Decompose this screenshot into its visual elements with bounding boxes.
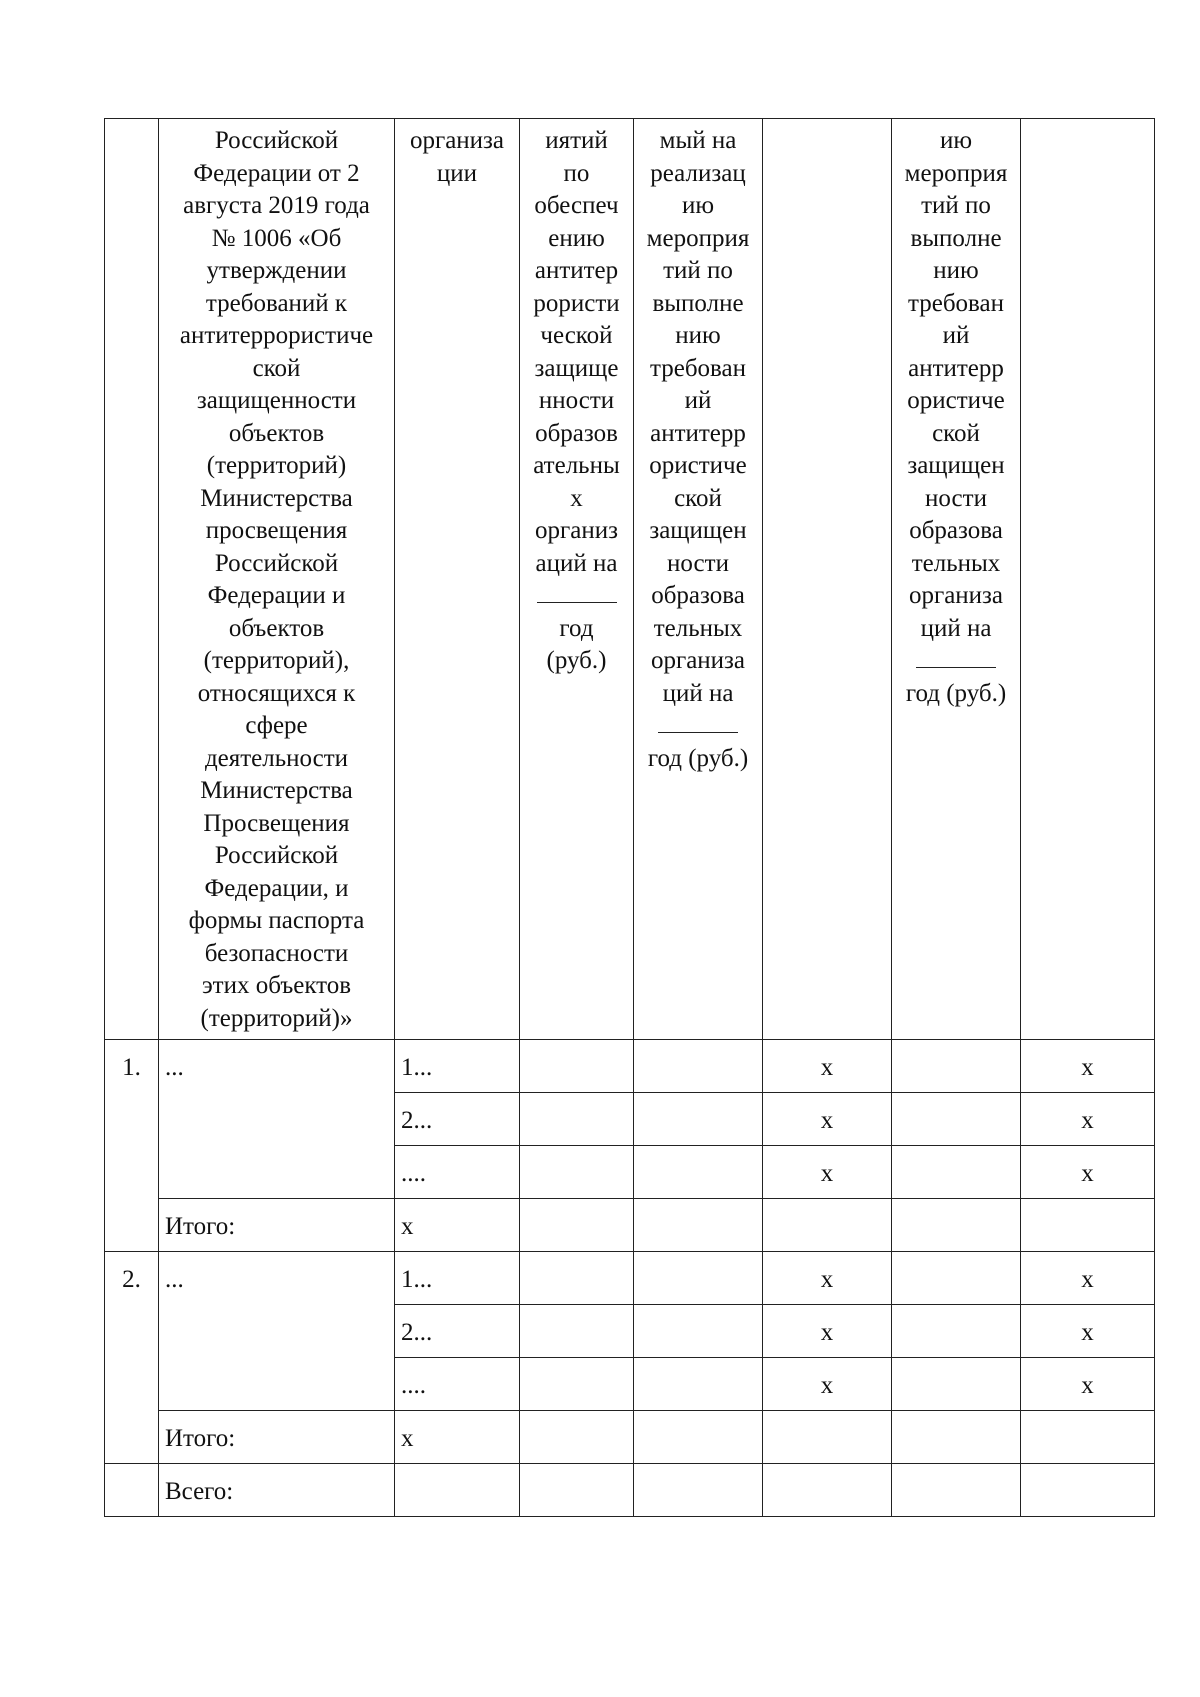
year-blank-line	[916, 657, 996, 668]
value-cell	[763, 1464, 892, 1517]
header-col4-year: год (руб.)	[546, 614, 607, 674]
value-cell	[763, 1411, 892, 1464]
value-cell	[892, 1252, 1021, 1305]
x-mark: х	[1021, 1358, 1155, 1411]
grand-total-row	[105, 1464, 1155, 1517]
header-col5-year: год (руб.)	[647, 744, 749, 772]
value-cell	[520, 1093, 634, 1146]
table-row	[105, 1252, 1155, 1305]
x-mark: х	[395, 1199, 520, 1252]
header-col4-cell	[520, 119, 634, 1040]
org-cell: 2...	[395, 1305, 520, 1358]
value-cell	[634, 1411, 763, 1464]
value-cell	[1021, 1411, 1155, 1464]
budget-table	[104, 118, 1155, 1517]
value-cell	[634, 1464, 763, 1517]
x-mark: х	[763, 1146, 892, 1199]
header-col7-cell	[892, 119, 1021, 1040]
value-cell	[520, 1305, 634, 1358]
group-number: 1.	[105, 1040, 159, 1252]
value-cell	[520, 1252, 634, 1305]
header-col6-cell	[763, 119, 892, 1040]
value-cell	[634, 1199, 763, 1252]
x-mark: х	[763, 1040, 892, 1093]
total-row	[105, 1199, 1155, 1252]
group-number: 2.	[105, 1252, 159, 1464]
value-cell	[892, 1146, 1021, 1199]
header-org-cell	[395, 119, 520, 1040]
value-cell	[634, 1305, 763, 1358]
value-cell	[520, 1464, 634, 1517]
year-blank-line	[537, 592, 617, 603]
header-col7-year: год (руб.)	[905, 679, 1007, 707]
x-mark: х	[763, 1252, 892, 1305]
value-cell	[763, 1199, 892, 1252]
value-cell	[892, 1305, 1021, 1358]
x-mark: х	[1021, 1305, 1155, 1358]
x-mark: х	[763, 1093, 892, 1146]
x-mark: х	[1021, 1146, 1155, 1199]
org-cell: ....	[395, 1146, 520, 1199]
value-cell	[520, 1040, 634, 1093]
value-cell	[520, 1411, 634, 1464]
group-name: ...	[159, 1040, 395, 1199]
x-mark: х	[763, 1358, 892, 1411]
header-name-text: Российской Федерации от 2 августа 2019 года № 1006 «Об утверждении требований к антитеррористиче ской защищенности объектов (территорий) Министерства просвещения Российской Федерации и объектов (территорий), относящихся к сфере деятельности Министерства Просвещения Российской Федерации, и формы паспорта безопасности этих объектов (территорий)»	[179, 127, 374, 1032]
org-cell: 1...	[395, 1040, 520, 1093]
header-col4-text: иятий по обеспеч ению антитер рористи ческой защище нности образов ательны х организ аций на	[533, 127, 620, 577]
total-label: Итого:	[159, 1199, 395, 1252]
grand-total-label: Всего:	[159, 1464, 395, 1517]
value-cell	[520, 1358, 634, 1411]
value-cell	[1021, 1464, 1155, 1517]
value-cell	[892, 1358, 1021, 1411]
value-cell	[634, 1146, 763, 1199]
total-row	[105, 1411, 1155, 1464]
value-cell	[395, 1464, 520, 1517]
value-cell	[892, 1411, 1021, 1464]
total-label: Итого:	[159, 1411, 395, 1464]
header-row	[105, 119, 1155, 1040]
group-name: ...	[159, 1252, 395, 1411]
header-col5-text: мый на реализац ию мероприя тий по выполне нию требован ий антитерр ористиче ской защищен ности образова тельных организа ций на	[646, 127, 750, 707]
value-cell	[634, 1040, 763, 1093]
value-cell	[892, 1199, 1021, 1252]
value-cell	[634, 1358, 763, 1411]
x-mark: х	[1021, 1040, 1155, 1093]
org-cell: ....	[395, 1358, 520, 1411]
value-cell	[892, 1464, 1021, 1517]
header-org-text: организа ции	[409, 127, 505, 187]
value-cell	[892, 1093, 1021, 1146]
value-cell	[520, 1146, 634, 1199]
value-cell	[892, 1040, 1021, 1093]
value-cell	[634, 1252, 763, 1305]
x-mark: х	[1021, 1093, 1155, 1146]
empty-number-cell	[105, 1464, 159, 1517]
value-cell	[1021, 1199, 1155, 1252]
value-cell	[520, 1199, 634, 1252]
x-mark: х	[763, 1305, 892, 1358]
year-blank-line	[658, 722, 738, 733]
x-mark: х	[395, 1411, 520, 1464]
org-cell: 1...	[395, 1252, 520, 1305]
org-cell: 2...	[395, 1093, 520, 1146]
header-name-cell	[159, 119, 395, 1040]
table-row	[105, 1040, 1155, 1093]
value-cell	[634, 1093, 763, 1146]
header-number-cell	[105, 119, 159, 1040]
header-col5-cell	[634, 119, 763, 1040]
x-mark: х	[1021, 1252, 1155, 1305]
header-col7-text: ию мероприя тий по выполне нию требован ий антитерр ористиче ской защищен ности образова тельных организа ций на	[904, 127, 1008, 642]
header-col8-cell	[1021, 119, 1155, 1040]
